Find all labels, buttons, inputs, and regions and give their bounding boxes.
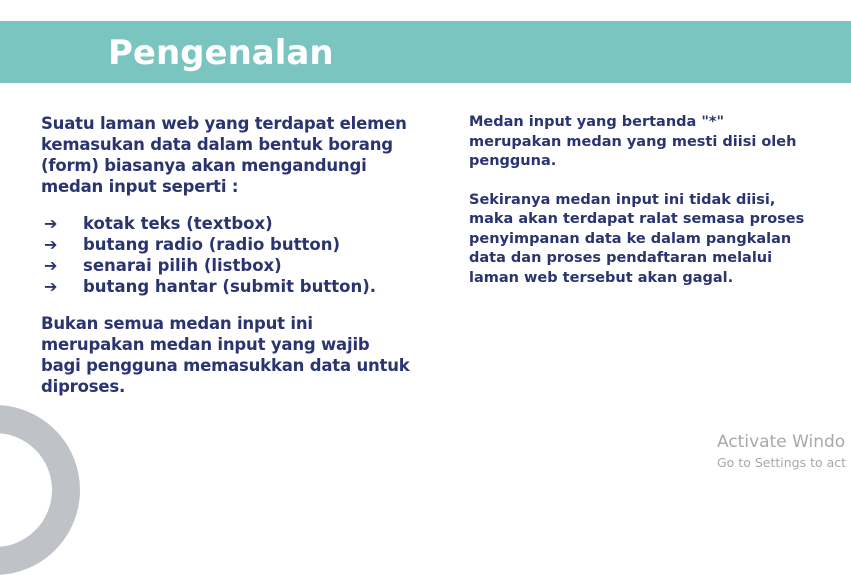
activation-watermark bbox=[717, 431, 846, 473]
intro-paragraph: Suatu laman web yang terdapat elemen kemasukan data dalam bentuk borang (form) biasanya akan mengandungi medan input seperti : bbox=[41, 114, 407, 196]
list-item bbox=[41, 213, 413, 234]
page-title: Pengenalan bbox=[108, 33, 334, 73]
list-item-text: senarai pilih (listbox) bbox=[83, 256, 282, 275]
list-item-text: butang radio (radio button) bbox=[83, 235, 341, 254]
list-item-text: butang hantar (submit button). bbox=[83, 277, 377, 296]
right-column bbox=[469, 113, 809, 307]
arrow-right-icon: ➔ bbox=[44, 214, 58, 233]
arrow-right-icon: ➔ bbox=[44, 235, 58, 254]
watermark-line-1: Activate Windo bbox=[717, 432, 846, 452]
arrow-right-icon: ➔ bbox=[44, 256, 58, 275]
arrow-right-icon: ➔ bbox=[44, 277, 58, 296]
required-field-paragraph: Medan input yang bertanda "*" merupakan medan yang mesti diisi oleh pengguna. bbox=[469, 114, 797, 169]
title-banner bbox=[0, 21, 851, 83]
input-types-list bbox=[41, 213, 413, 297]
list-item bbox=[41, 276, 413, 297]
list-item-text: kotak teks (textbox) bbox=[83, 214, 273, 233]
left-column bbox=[41, 113, 413, 413]
decorative-arc bbox=[0, 405, 80, 575]
error-paragraph: Sekiranya medan input ini tidak diisi, maka akan terdapat ralat semasa proses penyimpanan data ke dalam pangkalan data dan proses pendaftaran melalui laman web tersebut akan gagal. bbox=[469, 191, 805, 286]
list-item bbox=[41, 234, 413, 255]
list-item bbox=[41, 255, 413, 276]
watermark-line-2: Go to Settings to act bbox=[717, 455, 847, 470]
closing-paragraph: Bukan semua medan input ini merupakan medan input yang wajib bagi pengguna memasukkan data untuk diproses. bbox=[41, 314, 410, 396]
